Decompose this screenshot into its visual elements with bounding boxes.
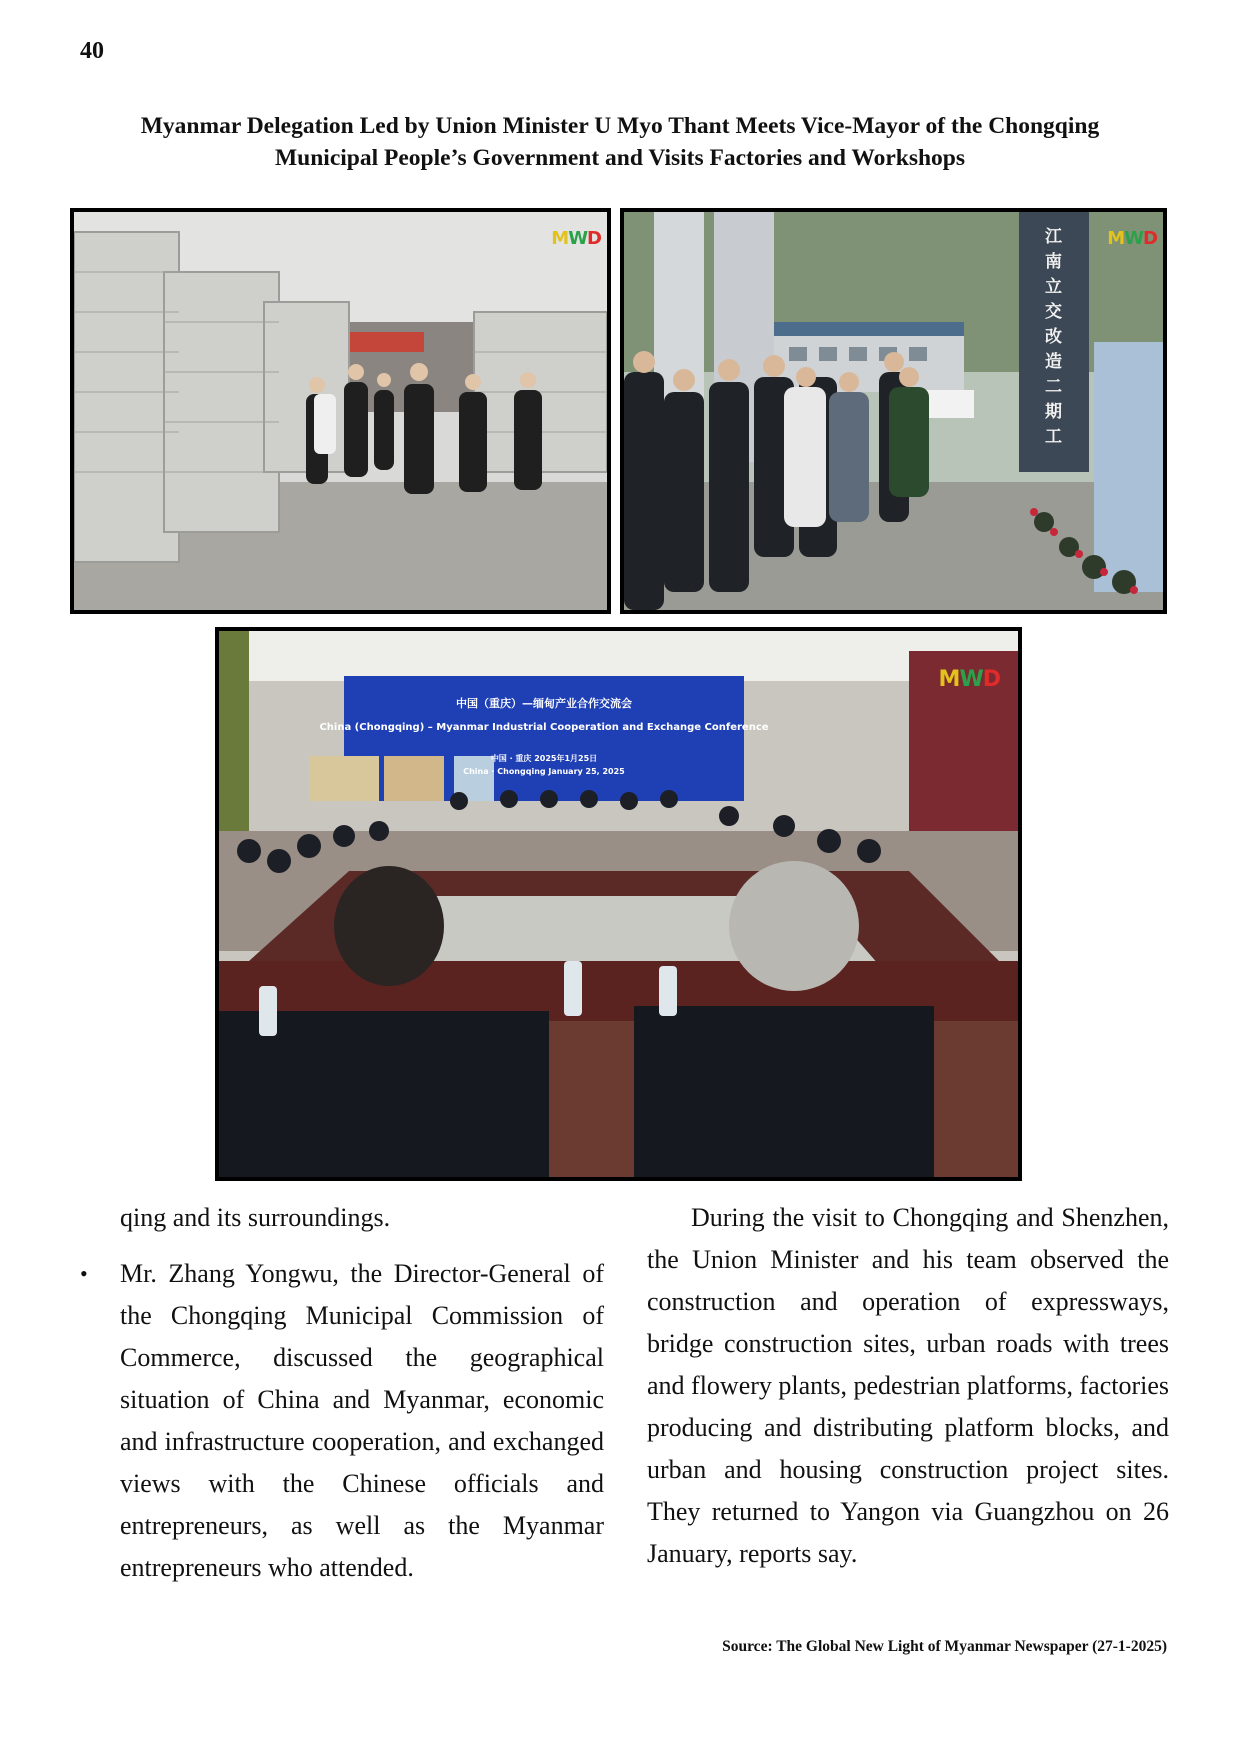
svg-text:二: 二	[1045, 377, 1062, 397]
right-paragraph: During the visit to Chongqing and Shenzhen, the Union Minister and his team observed the construction and operation of expressways, bridge construction sites, urban roads with trees and flowery plants, pedestrian platforms, factories producing and distributing platform blocks, and urban and housing construction project sites. They returned to Yangon via Guangzhou on 26 January, reports say.	[647, 1203, 1169, 1568]
bullet-text: Mr. Zhang Yongwu, the Director-General of the Chongqing Municipal Commission of Commerce, discussed the geographical situation of China and Myanmar, economic and infrastructure cooperation, and exchanged views with the Chinese officials and entrepreneurs, as well as the Myanmar entrepreneurs who attended.	[120, 1259, 604, 1582]
svg-text:工: 工	[1045, 427, 1062, 447]
stone-slab-factory-image	[74, 212, 607, 610]
watermark-logo-3: MWD	[938, 667, 1000, 692]
banner-line-3: 中国 · 重庆 2025年1月25日	[490, 754, 598, 763]
svg-text:造: 造	[1045, 352, 1062, 372]
photo-conference	[215, 627, 1022, 1181]
left-column	[80, 1197, 604, 1589]
svg-text:改: 改	[1045, 327, 1062, 347]
watermark-logo-1: MWD	[551, 228, 601, 249]
svg-text:南: 南	[1045, 252, 1062, 272]
page-number: 40	[80, 38, 104, 64]
svg-text:交: 交	[1045, 302, 1062, 322]
bullet-item	[80, 1253, 604, 1589]
photo-construction-site	[620, 208, 1167, 614]
headline-line-2: Municipal People’s Government and Visits Factories and Workshops	[274, 145, 966, 171]
right-column	[647, 1197, 1169, 1575]
svg-text:江: 江	[1045, 227, 1062, 247]
banner-line-1: 中国（重庆）—缅甸产业合作交流会	[456, 697, 632, 710]
source-credit: Source: The Global New Light of Myanmar Newspaper (27-1-2025)	[722, 1638, 1167, 1655]
photo-stone-slab-factory	[70, 208, 611, 614]
svg-text:期: 期	[1045, 402, 1062, 422]
svg-text:立: 立	[1045, 277, 1062, 297]
bullet-icon: •	[80, 1261, 88, 1286]
left-continuation-text: qing and its surroundings.	[120, 1203, 391, 1232]
watermark-logo-2: MWD	[1107, 228, 1157, 249]
headline-line-1: Myanmar Delegation Led by Union Minister U Myo Thant Meets Vice-Mayor of the Chongqing	[140, 113, 1100, 139]
banner-line-4: China · Chongqing January 25, 2025	[463, 767, 625, 776]
headline	[90, 110, 1150, 174]
conference-image	[219, 631, 1018, 1177]
construction-site-image	[624, 212, 1163, 610]
banner-line-2: China (Chongqing) – Myanmar Industrial Cooperation and Exchange Conference	[319, 722, 769, 733]
